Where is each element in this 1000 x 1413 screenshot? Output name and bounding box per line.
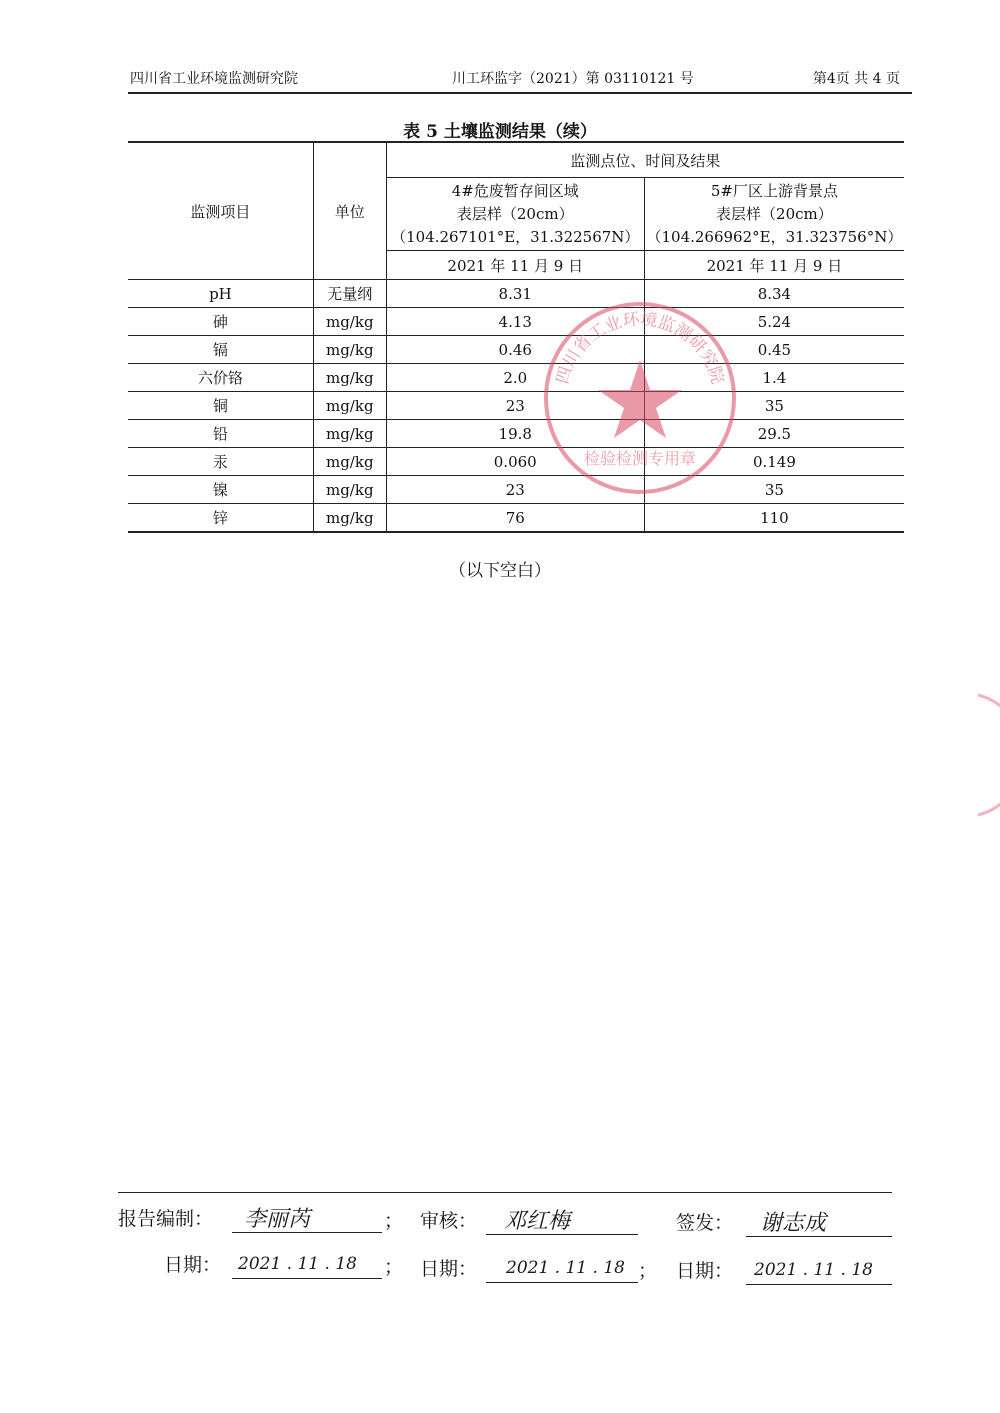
blank-below-note: （以下空白） [449, 561, 551, 581]
seal-subtext: 检验检测专用章 [583, 449, 697, 468]
site-header-2 [644, 178, 904, 251]
col-header-unit: 单位 [313, 142, 386, 280]
row-unit: mg/kg [313, 308, 386, 336]
table-title: 表 5 土壤监测结果（续） [403, 122, 597, 142]
header-org: 四川省工业环境监测研究院 [130, 71, 298, 87]
row-value-site-1: 23 [386, 392, 644, 420]
issue-date: 2021 . 11 . 18 [754, 1260, 873, 1280]
col-header-item: 监测项目 [128, 142, 313, 280]
header-report-number: 川工环监字（2021）第 03110121 号 [452, 71, 694, 87]
site-1-depth: 表层样（20cm） [456, 204, 574, 223]
row-unit: mg/kg [313, 448, 386, 476]
row-value-site-2: 110 [644, 504, 904, 533]
row-value-site-1: 19.8 [386, 420, 644, 448]
row-value-site-2: 8.34 [644, 280, 904, 308]
row-unit: 无量纲 [313, 280, 386, 308]
compiled-sign-field [232, 1202, 382, 1233]
table-row [128, 420, 904, 448]
col-header-group: 监测点位、时间及结果 [386, 142, 904, 178]
row-unit: mg/kg [313, 420, 386, 448]
row-value-site-1: 23 [386, 476, 644, 504]
row-item: pH [128, 280, 313, 308]
site-1-name: 4#危废暂存间区域 [451, 181, 579, 200]
table-row [128, 364, 904, 392]
compiled-label: 报告编制： [118, 1208, 214, 1230]
date-label-2: 日期： [420, 1258, 478, 1280]
table-row [128, 308, 904, 336]
site-2-coords: （104.266962°E，31.323756°N） [646, 227, 903, 246]
review-date: 2021 . 11 . 18 [506, 1258, 625, 1278]
edge-seal-fragment-icon [958, 690, 1000, 820]
signature-divider [118, 1192, 892, 1193]
row-item: 镉 [128, 336, 313, 364]
site-header-1 [386, 178, 644, 251]
row-value-site-1: 0.46 [386, 336, 644, 364]
review-label: 审核： [420, 1210, 478, 1232]
row-item: 铅 [128, 420, 313, 448]
site-1-coords: （104.267101°E，31.322567N） [391, 227, 640, 246]
row-item: 砷 [128, 308, 313, 336]
page-header [128, 66, 912, 94]
compiled-signature: 李丽芮 [244, 1207, 311, 1232]
compiled-date: 2021 . 11 . 18 [238, 1254, 357, 1274]
site-2-depth: 表层样（20cm） [716, 204, 833, 223]
site-2-date: 2021 年 11 月 9 日 [644, 251, 904, 280]
row-unit: mg/kg [313, 392, 386, 420]
row-value-site-1: 8.31 [386, 280, 644, 308]
compiled-date-field [232, 1248, 382, 1279]
row-value-site-2: 1.4 [644, 364, 904, 392]
row-value-site-1: 0.060 [386, 448, 644, 476]
issue-signature: 谢志成 [760, 1211, 827, 1236]
row-item: 锌 [128, 504, 313, 533]
row-unit: mg/kg [313, 504, 386, 533]
site-1-date: 2021 年 11 月 9 日 [386, 251, 644, 280]
review-signature: 邓红梅 [504, 1209, 571, 1234]
row-item: 六价铬 [128, 364, 313, 392]
review-sign-field [486, 1204, 638, 1235]
row-value-site-1: 2.0 [386, 364, 644, 392]
row-value-site-1: 4.13 [386, 308, 644, 336]
date-label-1: 日期： [164, 1254, 222, 1276]
row-unit: mg/kg [313, 476, 386, 504]
header-page-number: 第4页 共 4 页 [812, 71, 900, 87]
table-row [128, 280, 904, 308]
issue-date-field [746, 1254, 892, 1285]
row-item: 铜 [128, 392, 313, 420]
seal-text: 四川省工业环境监测研究院 [552, 309, 728, 387]
separator: ； [384, 1256, 404, 1278]
row-unit: mg/kg [313, 336, 386, 364]
review-date-field [486, 1252, 638, 1283]
date-label-3: 日期： [676, 1260, 734, 1282]
row-value-site-2: 5.24 [644, 308, 904, 336]
separator: ； [638, 1260, 658, 1282]
soil-results-table [128, 141, 904, 533]
row-value-site-2: 29.5 [644, 420, 904, 448]
issue-label: 签发： [676, 1212, 734, 1234]
site-2-name: 5#厂区上游背景点 [710, 181, 838, 200]
table-row [128, 336, 904, 364]
separator: ； [384, 1210, 404, 1232]
issue-sign-field [746, 1206, 892, 1237]
row-value-site-2: 35 [644, 476, 904, 504]
row-value-site-2: 0.149 [644, 448, 904, 476]
row-item: 镍 [128, 476, 313, 504]
row-item: 汞 [128, 448, 313, 476]
row-value-site-1: 76 [386, 504, 644, 533]
table-row [128, 476, 904, 504]
table-row [128, 504, 904, 533]
table-row [128, 392, 904, 420]
row-value-site-2: 35 [644, 392, 904, 420]
table-row [128, 448, 904, 476]
row-value-site-2: 0.45 [644, 336, 904, 364]
row-unit: mg/kg [313, 364, 386, 392]
